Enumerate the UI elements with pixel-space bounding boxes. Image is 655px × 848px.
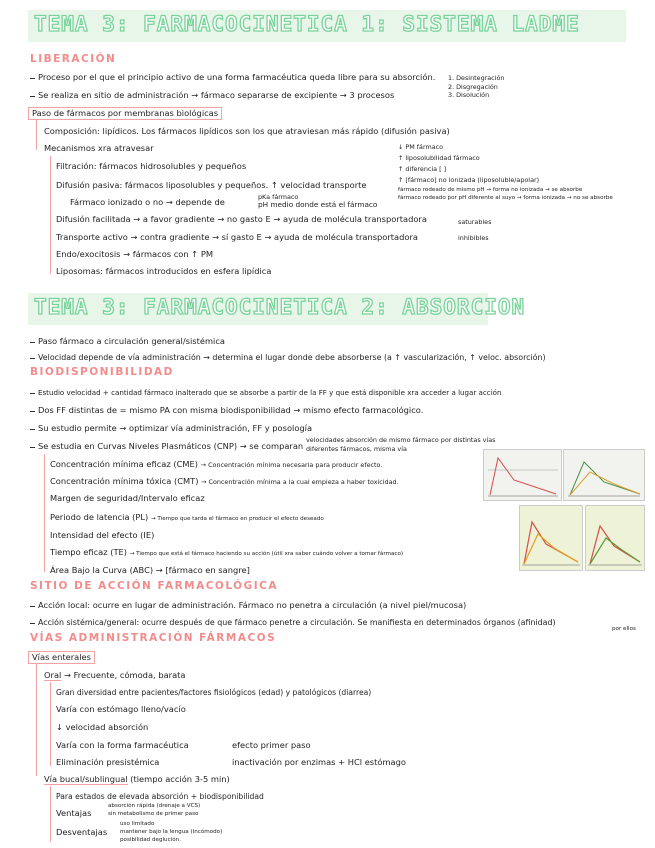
rodeado-ph-diferente: fármaco rodeado por pH diferente al suyo → forma ionizada → no se absorbe — [398, 195, 613, 201]
sitio-line-2: Acción sistémica/general: ocurre después de que fármaco penetre a circulación. Se manifiesta en determinados órganos (afinidad) — [38, 618, 556, 627]
factor-concentracion: ↑ [fármaco] no ionizada (liposoluble/apolar) — [398, 176, 540, 184]
sitio-line-1: Acción local: ocurre en lugar de administración. Fármaco no penetra a circulación (a nivel piel/mucosa) — [38, 600, 467, 610]
cnp-graph-image-1 — [483, 449, 562, 501]
connector-line — [50, 156, 51, 274]
via-oral — [44, 670, 186, 681]
ventaja-sin-metabolismo: sin metabolismo de primer paso — [108, 811, 199, 817]
biodisp-line-1: Estudio velocidad + cantidad fármaco inalterado que se absorbe a partir de la FF y que está disponible xra acceder a lugar acción — [38, 388, 502, 397]
ventaja-absorcion-rapida: absorción rápida (drenaje a VCS) — [108, 803, 201, 809]
bullet-dash — [30, 96, 35, 97]
cnp-graph-3 — [520, 506, 582, 570]
mecanismo-difusion-facilitada: Difusión facilitada → a favor gradiente → no gasto E → ayuda de molécula transportadora — [56, 214, 427, 224]
desventaja-bajo-lengua: mantener bajo la lengua (incómodo) — [120, 829, 223, 835]
via-bucal-label: Vía bucal/sublingual — [44, 774, 128, 784]
liberacion-line-2: Se realiza en sitio de administración → fármaco separarse de excipiente → 3 procesos — [38, 90, 395, 100]
mecanismo-transporte-activo: Transporte activo → contra gradiente → sí gasto E → ayuda de molécula transportadora — [56, 232, 418, 242]
bullet-dash — [30, 393, 35, 394]
connector-line — [50, 786, 51, 842]
bullet-dash — [30, 342, 35, 343]
cnp-graph-image-4 — [585, 505, 645, 571]
farmaco-ionizado: Fármaco ionizado o no → depende de — [70, 197, 225, 207]
desventaja-uso-limitado: uso limitado — [120, 821, 155, 827]
biodisp-line-2: Dos FF distintas de = mismo PA con misma biodisponibilidad → mismo efecto farmacológico. — [38, 405, 424, 415]
liberacion-note-disgregacion: 2. Disgregación — [448, 83, 498, 91]
liberacion-note-disolucion: 3. Disolución — [448, 91, 490, 99]
mecanismo-liposomas: Liposomas: fármacos introducidos en esfera lipídica — [56, 266, 272, 276]
paso-composicion: Composición: lipídicos. Los fármacos lipídicos son los que atraviesan más rápido (difusión pasiva) — [44, 126, 450, 136]
ph-farmaco: pKa fármaco — [258, 193, 299, 201]
connector-line — [50, 682, 51, 766]
cnp-graph-1 — [484, 450, 561, 500]
bullet-dash — [30, 623, 35, 624]
section-heading-sitio-accion: SITIO DE ACCIÓN FARMACOLÓGICA — [30, 580, 278, 592]
param-cmt — [50, 476, 399, 488]
bullet-dash — [30, 78, 35, 79]
via-bucal-desc: (tiempo acción 3-5 min) — [130, 774, 230, 784]
param-cmt-note: → Concentración mínima a la cual empieza a haber toxicidad. — [201, 478, 399, 486]
param-periodo — [50, 512, 324, 523]
banner-tema-3-ladme — [28, 10, 626, 42]
mecanismo-filtracion: Filtración: fármacos hidrosolubles y pequeños — [56, 161, 247, 171]
param-cmt-label: Concentración mínima tóxica (CMT) — [50, 476, 199, 486]
rodeado-mismo-ph: fármaco rodeado de mismo pH → forma no ionizada → se absorbe — [398, 187, 583, 193]
factor-pm: ↓ PM fármaco — [398, 143, 444, 151]
oral-point-1: Gran diversidad entre pacientes/factores fisiológicos (edad) y patológicos (diarrea) — [56, 688, 372, 697]
oral-point-2: Varía con estómago lleno/vacío — [56, 704, 186, 714]
banner-title: TEMA 3: FARMACOCINETICA 1: SISTEMA LADME — [34, 12, 580, 36]
banner-title: TEMA 3: FARMACOCINETICA 2: ABSORCION — [34, 295, 526, 319]
connector-line — [36, 664, 37, 776]
via-oral-label: Oral — [44, 670, 62, 680]
bullet-dash — [30, 447, 35, 448]
bullet-dash — [30, 606, 35, 607]
param-periodo-note: → Tiempo que tarda el fármaco en producir el efecto deseado — [150, 516, 324, 522]
bucal-point-1: Para estados de elevada absorción + biodisponibilidad — [56, 792, 264, 801]
section-heading-liberacion: LIBERACIÓN — [30, 53, 117, 65]
paso-mecanismos: Mecanismos xra atravesar — [44, 143, 154, 153]
via-oral-desc: → Frecuente, cómoda, barata — [63, 670, 186, 680]
cnp-graph-image-3 — [519, 505, 583, 571]
param-area: Área Bajo la Curva (ABC) → [fármaco en sangre] — [50, 565, 250, 575]
param-margen: Margen de seguridad/Intervalo eficaz — [50, 493, 205, 503]
cnp-graph-image-2 — [563, 449, 645, 501]
via-bucal — [44, 774, 230, 785]
section-heading-vias: VÍAS ADMINISTRACIÓN FÁRMACOS — [30, 632, 277, 644]
param-cme-label: Concentración mínima eficaz (CME) — [50, 459, 199, 469]
connector-line — [36, 120, 37, 150]
bucal-desventajas: Desventajas — [56, 827, 108, 837]
param-tiempo — [50, 547, 403, 558]
connector-line — [44, 454, 45, 572]
cnp-note-farmacos: diferentes fármacos, misma vía — [306, 445, 407, 453]
box-vias-enterales: Vías enterales — [28, 651, 95, 664]
factor-diferencia: ↑ diferencia [ ] — [398, 165, 447, 173]
bullet-dash — [30, 429, 35, 430]
factor-liposolubilidad: ↑ liposolubilidad fármaco — [398, 154, 480, 162]
param-tiempo-label: Tiempo eficaz (TE) — [50, 547, 128, 557]
param-cme-note: → Concentración mínima necesaria para producir efecto. — [200, 461, 383, 469]
oral-point-5: Eliminación presistémica — [56, 757, 160, 767]
section-heading-biodisponibilidad: BIODISPONIBILIDAD — [30, 366, 174, 378]
mecanismo-endocitosis: Endo/exocitosis → fármacos con ↑ PM — [56, 249, 214, 259]
param-cme — [50, 459, 382, 471]
absorcion-line-1: Paso fármaco a circulación general/sistémica — [38, 336, 225, 346]
bucal-ventajas: Ventajas — [56, 808, 92, 818]
desventaja-deglucion: posibilidad deglución. — [120, 837, 181, 843]
box-paso-farmacos: Paso de fármacos por membranas biológicas — [28, 107, 222, 120]
biodisp-line-3: Su estudio permite → optimizar vía administración, FF y posología — [38, 423, 313, 433]
oral-point-4: Varía con la forma farmacéutica — [56, 740, 189, 750]
mecanismo-difusion-pasiva: Difusión pasiva: fármacos liposolubles y pequeños. ↑ velocidad transporte — [56, 180, 367, 190]
cnp-graph-4 — [586, 506, 644, 570]
absorcion-line-2: Velocidad depende de vía administración → determina el lugar donde debe absorberse (a ↑ vascularización, ↑ veloc. absorción) — [38, 353, 546, 362]
banner-tema-3-absorcion — [28, 293, 526, 325]
sitio-note-por-ellos: por ellos — [612, 626, 636, 632]
bullet-dash — [30, 411, 35, 412]
biodisp-line-4: Se estudia en Curvas Niveles Plasmáticos (CNP) → se comparan — [38, 441, 304, 451]
oral-note-primer-paso: efecto primer paso — [232, 740, 311, 750]
cnp-note-velocidades: velocidades absorción de mismo fármaco por distintas vías — [306, 436, 496, 444]
oral-note-inactivacion: inactivación por enzimas + HCl estómago — [232, 757, 406, 767]
liberacion-note-desintegracion: 1. Desintegración — [448, 74, 505, 82]
cnp-graph-2 — [564, 450, 644, 500]
bullet-dash — [30, 358, 35, 359]
liberacion-line-1: Proceso por el que el principio activo de una forma farmacéutica queda libre para su absorción. — [38, 72, 436, 82]
oral-point-3: ↓ velocidad absorción — [56, 722, 149, 732]
param-periodo-label: Periodo de latencia (PL) — [50, 512, 149, 522]
note-inhibibles: inhibibles — [458, 234, 489, 242]
note-saturables: saturables — [458, 218, 492, 226]
ph-medio: pH medio donde está el fármaco — [258, 200, 378, 209]
param-intensidad: Intensidad del efecto (IE) — [50, 530, 155, 540]
param-tiempo-note: → Tiempo que está el fármaco haciendo su acción (útil xra saber cuándo volver a tomar fármaco) — [129, 551, 404, 557]
